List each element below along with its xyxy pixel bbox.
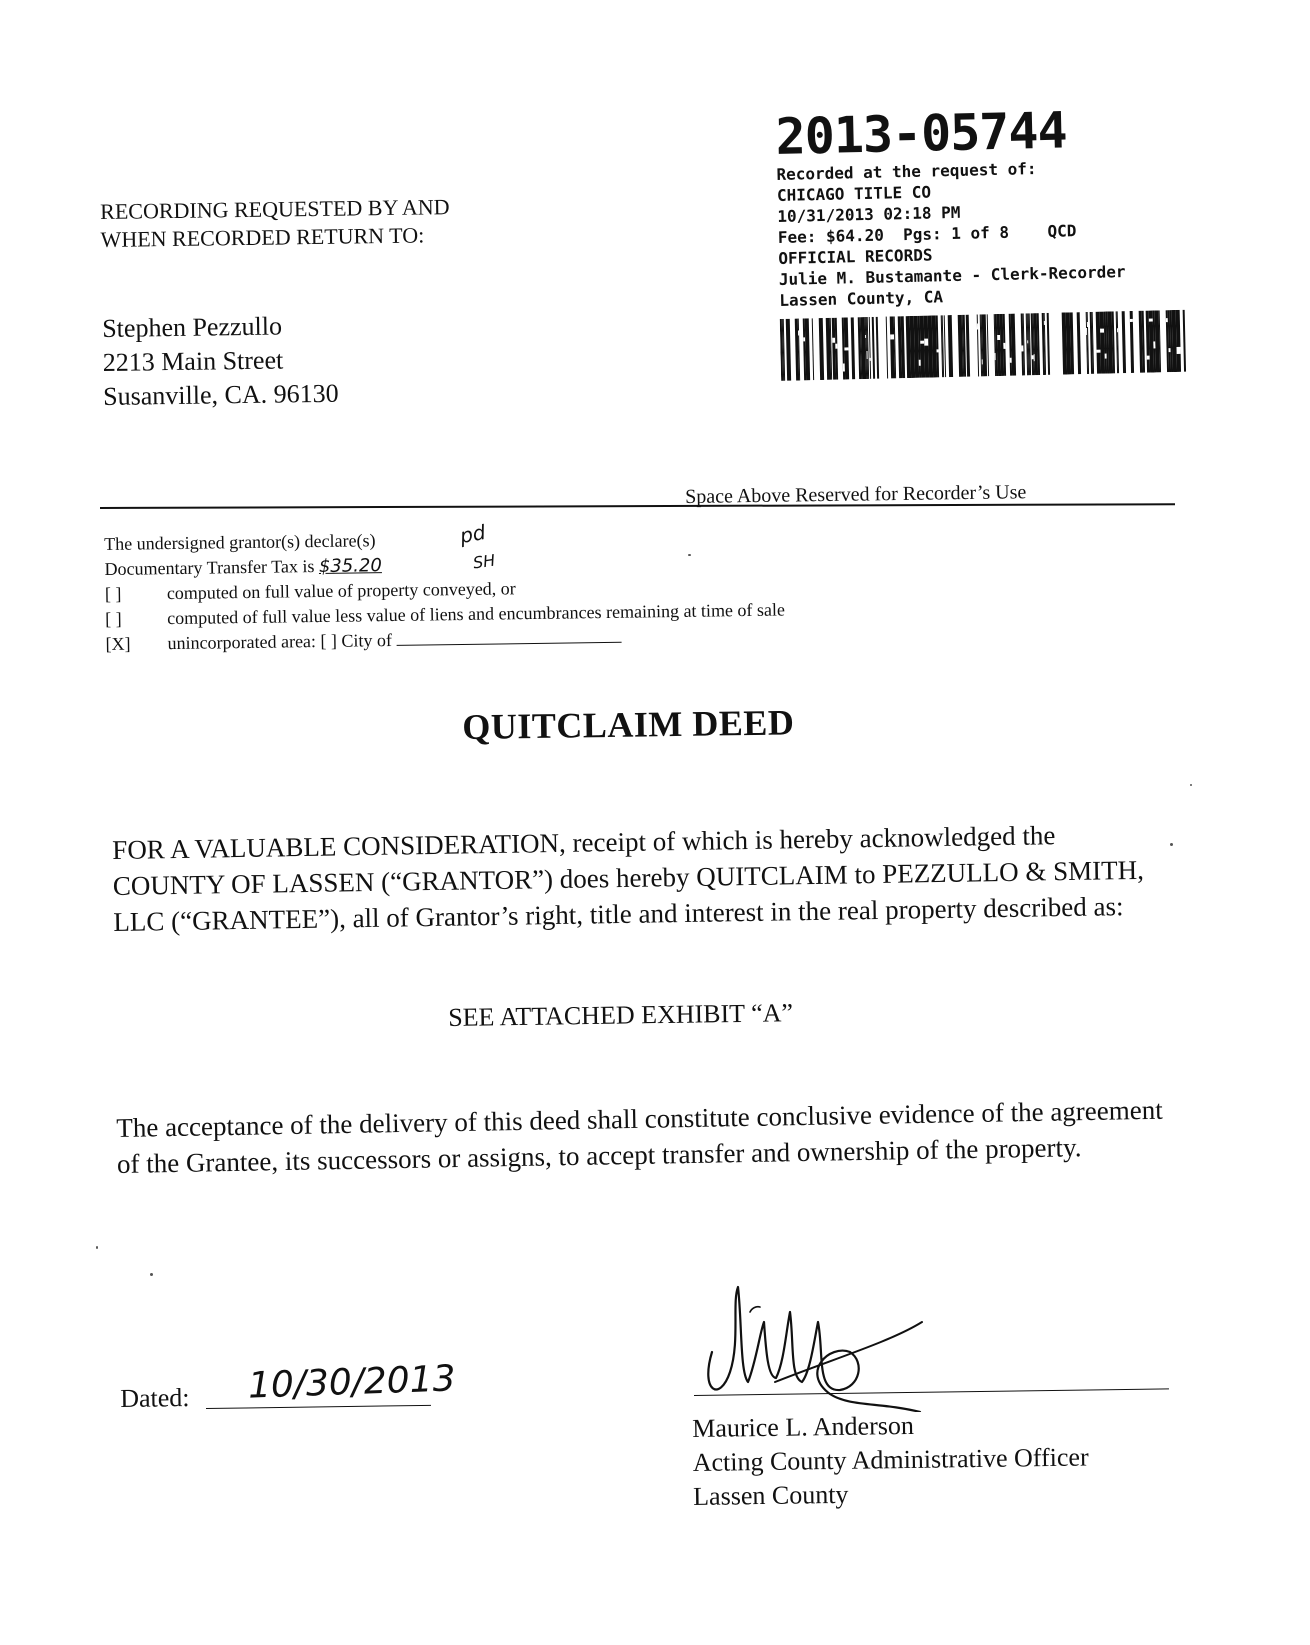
handwritten-initials: SH [471,550,497,573]
scan-speck [96,1246,98,1249]
handwritten-paid-note: pd [458,519,488,549]
return-name: Stephen Pezzullo [102,311,283,343]
consideration-paragraph: FOR A VALUABLE CONSIDERATION, receipt of which is hereby acknowledged the COUNTY OF LASSEN (“GRANTOR”) does hereby QUITCLAIM to PEZZULLO & SMITH, LLC (“GRANTEE”), all of Grantor’s right, title and interest in the real property described as: [112,820,1145,937]
stamp-line-clerk: Julie M. Bustamante - Clerk-Recorder [778,262,1126,289]
tax-amount: $35.20 [318,555,383,578]
checkbox: [ ] [104,583,122,604]
signer-title: Acting County Administrative Officer [692,1442,1089,1477]
signer-name: Maurice L. Anderson [692,1410,915,1443]
scan-speck [1190,784,1192,786]
dated-line [206,1405,431,1409]
stamp-line-datetime: 10/31/2013 02:18 PM [777,202,961,226]
return-city: Susanville, CA. 96130 [102,378,339,411]
transfer-tax-block [104,519,1006,657]
return-address [102,309,339,414]
scan-speck [150,1273,153,1276]
scan-speck [688,554,691,556]
document-number: 2013-05744 [774,101,1068,166]
handwritten-date: 10/30/2013 [247,1358,457,1407]
stamp-line-fee: Fee: $64.20 Pgs: 1 of 8 QCD [777,221,1077,247]
stamp-line-county: Lassen County, CA [779,287,944,310]
tax-option-text: computed of full value less value of liens and encumbrances remaining at time of sale [167,599,786,629]
signer-county: Lassen County [692,1479,849,1511]
tax-declaration: The undersigned grantor(s) declare(s) [104,530,376,554]
recording-request-heading [100,193,450,254]
exhibit-reference: SEE ATTACHED EXHIBIT “A” [448,998,794,1032]
heading-line-2: WHEN RECORDED RETURN TO: [100,222,425,252]
checkbox: [X] [105,633,131,654]
checkbox: [ ] [105,608,122,629]
divider [100,503,1175,509]
stamp-line-official: OFFICIAL RECORDS [778,245,933,268]
heading-line-1: RECORDING REQUESTED BY AND [100,194,450,224]
tax-label: Documentary Transfer Tax is [104,556,320,579]
city-blank-line [396,628,621,646]
document-title: QUITCLAIM DEED [462,702,795,747]
stamp-line-request: Recorded at the request of: [776,159,1037,184]
recorder-stamp [775,100,1241,386]
signer-block [692,1406,1089,1514]
acceptance-paragraph: The acceptance of the delivery of this deed shall constitute conclusive evidence of the agreement of the Grantee, its successors or assigns, to accept transfer and ownership of the property. [116,1094,1163,1179]
stamp-line-company: CHICAGO TITLE CO [776,182,932,205]
barcode [780,310,1186,381]
tax-option-text: unincorporated area: [ ] City of [167,629,397,654]
scan-speck [1170,843,1173,846]
tax-option-text: computed on full value of property conveyed, or [166,578,516,604]
return-street: 2213 Main Street [102,345,284,377]
recorder-use-note: Space Above Reserved for Recorder’s Use [685,481,1027,508]
dated-label: Dated: [120,1383,190,1413]
